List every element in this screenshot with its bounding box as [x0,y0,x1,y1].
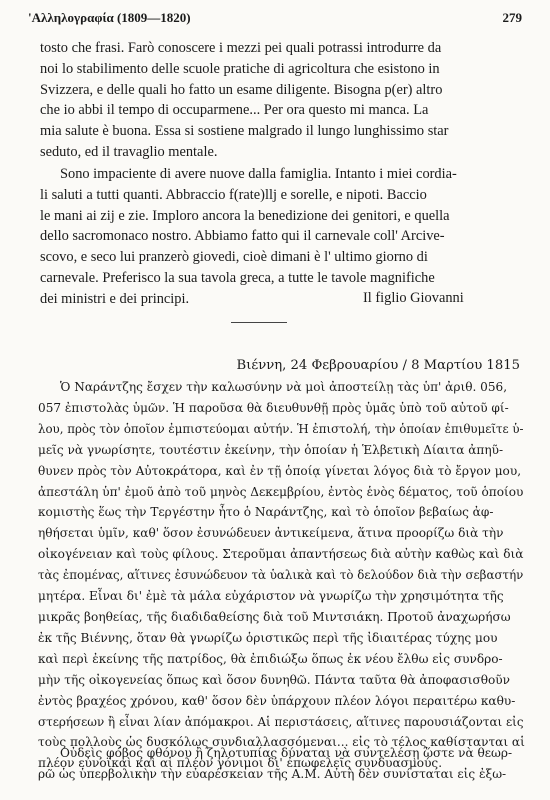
text-line: ἐντὸς βραχέος χρόνου, καθ' ὅσον δὲν ὑπάρχουν πλέον λόγοι περαιτέρω καθυ- [38,693,516,708]
text-line: μὴν τῆς οἰκογενείας ὅπως καὶ ὅσον δυνηθῶ. Πάντα ταῦτα θὰ ἀποφασισθοῦν [38,672,510,687]
text-line: ηθήσεται ὑμῖν, καθ' ὅσον ἐσυνώδευεν ἀντικείμενα, ἅτινα προορίζω διὰ τὴν [38,526,504,541]
text-line: scovo, e seco lui pranzerò giovedi, cioè dimani è l' ultimo giorno di [40,249,428,266]
text-line: μεῖς νὰ γνωρίσητε, τουτέστιν ἐκείνην, τὴν ὁποίαν ἡ Ἑλβετικὴ Δίαιτα ἀπηῦ- [38,442,504,457]
text-line: li saluti a tutti quanti. Abbraccio f(rate)llj e sorelle, e nipoti. Baccio [40,186,427,203]
text-line: Οὐδεὶς φόβος φθόνου ἢ ζηλοτυπίας δύναται νὰ συντελέσῃ ὥστε νὰ θεωρ- [60,746,513,760]
text-line: μητέρα. Εἶναι δι' ἐμὲ τὰ μάλα εὐχάριστον νὰ γνωρίζω τὴν χρησιμότητα τῆς [38,589,504,604]
greek-paragraph-1 [38,377,526,774]
text-line: οἰκογένειαν καὶ τοὺς φίλους. Στεροῦμαι ἀπαντήσεως διὰ αὐτὴν καθὼς καὶ διὰ [38,547,524,562]
text-line: noi lo stabilimento delle scuole pratiche di agricoltura che esistono in [40,60,440,77]
text-line: κομιστὴς ἕως τὴν Τεργέστην ἦτο ὁ Ναράντζης, καὶ τὸ ὁποῖον βεβαίως ἀφ- [38,505,494,520]
greek-paragraph-2 [38,743,526,785]
letter-signature: Il figlio Giovanni [363,290,464,306]
text-line: πλέον εὐνοϊκαὶ καὶ αἱ πλέον γόνιμοι δι' ἐπωφελεῖς συνδυασμούς. [38,756,443,771]
text-line: θυνεν πρὸς τὸν Αὐτοκράτορα, καὶ ἐν τῇ ὁποίᾳ γίνεται λόγος διὰ τὸ ἔργον μου, [38,463,522,478]
text-line: ἀπεστάλη ὑπ' ἐμοῦ ἀπὸ τοῦ μηνὸς Δεκεμβρίου, ἐντὸς ἑνὸς δέματος, τοῦ ὁποίου [38,484,524,499]
text-line: mia salute è buona. Essa si sostiene malgrado il lungo lunghissimo star [40,123,449,140]
text-line: Svizzera, e delle quali ho fatto un esame diligente. Bisogna p(er) altro [40,81,443,98]
text-line: καὶ περὶ ἐκείνης τῆς πατρίδος, θὰ ἐπιδιώξω ὅπως ἐκ νέου ἔλθω εἰς συνδρο- [38,651,503,666]
dateline: Βιέννη, 24 Φεβρουαρίου / 8 Μαρτίου 1815 [236,358,520,373]
text-line: μικρᾶς βοηθείας, τῆς διαδιδαθείσης διὰ τοῦ Μιντσιάκη. Προτοῦ ἀναχωρήσω [38,609,511,624]
italian-paragraph-1 [40,38,522,163]
page-number: 279 [502,10,522,25]
text-line: 057 ἐπιστολὰς ὑμῶν. Ἡ παροῦσα θὰ διευθυνθῇ πρὸς ὑμᾶς ὑπὸ τοῦ αὐτοῦ φί- [38,400,509,415]
text-line: ρῶ ὡς ὑπερβολικὴν τὴν εὐαρέσκειαν τῆς Α.Μ. Αὐτὴ δὲν συνίσταται εἰς ἐξω- [38,766,507,781]
text-line: le mani ai zij e zie. Imploro ancora la benedizione dei genitori, e quella [40,207,450,224]
text-line: τοὺς πολλοὺς ὡς δυσκόλως συνδιαλλασσόμεναι... εἰς τὸ τέλος καθίστανται αἱ [38,735,525,750]
text-line: dello sacromonaco nostro. Abbiamo fatto qui il carnevale coll' Arcive- [40,228,445,245]
running-title: 'Αλληλογραφία (1809—1820) [28,10,191,25]
text-line: Ὁ Ναράντζης ἔσχεν τὴν καλωσύνην νὰ μοὶ ἀποστείλῃ τὰς ὑπ' ἀριθ. 056, [60,380,508,394]
text-line: seduto, ed il travaglio mentale. [40,143,218,160]
section-divider [231,322,287,323]
running-header [28,10,522,30]
text-line: στερήσεων ἢ εἶναι λίαν ἀπόμακροι. Αἱ περιστάσεις, αἵτινες παρουσιάζονται εἰς [38,714,524,729]
text-line: Sono impaciente di avere nuove dalla famiglia. Intanto i miei cordia- [60,166,457,182]
italian-paragraph-2 [40,164,522,310]
text-line: che io abbi il tempo di occuparmene... Per ora questo mi manca. La [40,102,429,119]
text-line: tosto che frasi. Farò conoscere i mezzi pei quali potrassi introdurre da [40,40,442,56]
text-line: τὰς ἐπομένας, αἵτινες ἐσυνώδευον τὰ ὑαλικὰ καὶ τὸ δελούδον διὰ τὴν σεβαστήν [38,568,524,583]
text-line: carnevale. Preferisco la sua tavola greca, a tutte le tavole magnifiche [40,269,435,286]
text-line: λου, πρὸς τὸν ὁποῖον ἐμπιστεύομαι αὐτήν. Ἡ ἐπιστολή, τὴν ὁποίαν ἐπιθυμεῖτε ὑ- [38,421,524,436]
text-line: dei ministri e dei principi. [40,290,190,307]
text-line: ἐκ τῆς Βιέννης, ὅταν θὰ γνωρίζω ὁριστικῶς περὶ τῆς ἰδιαιτέρας τύχης μου [38,630,498,645]
